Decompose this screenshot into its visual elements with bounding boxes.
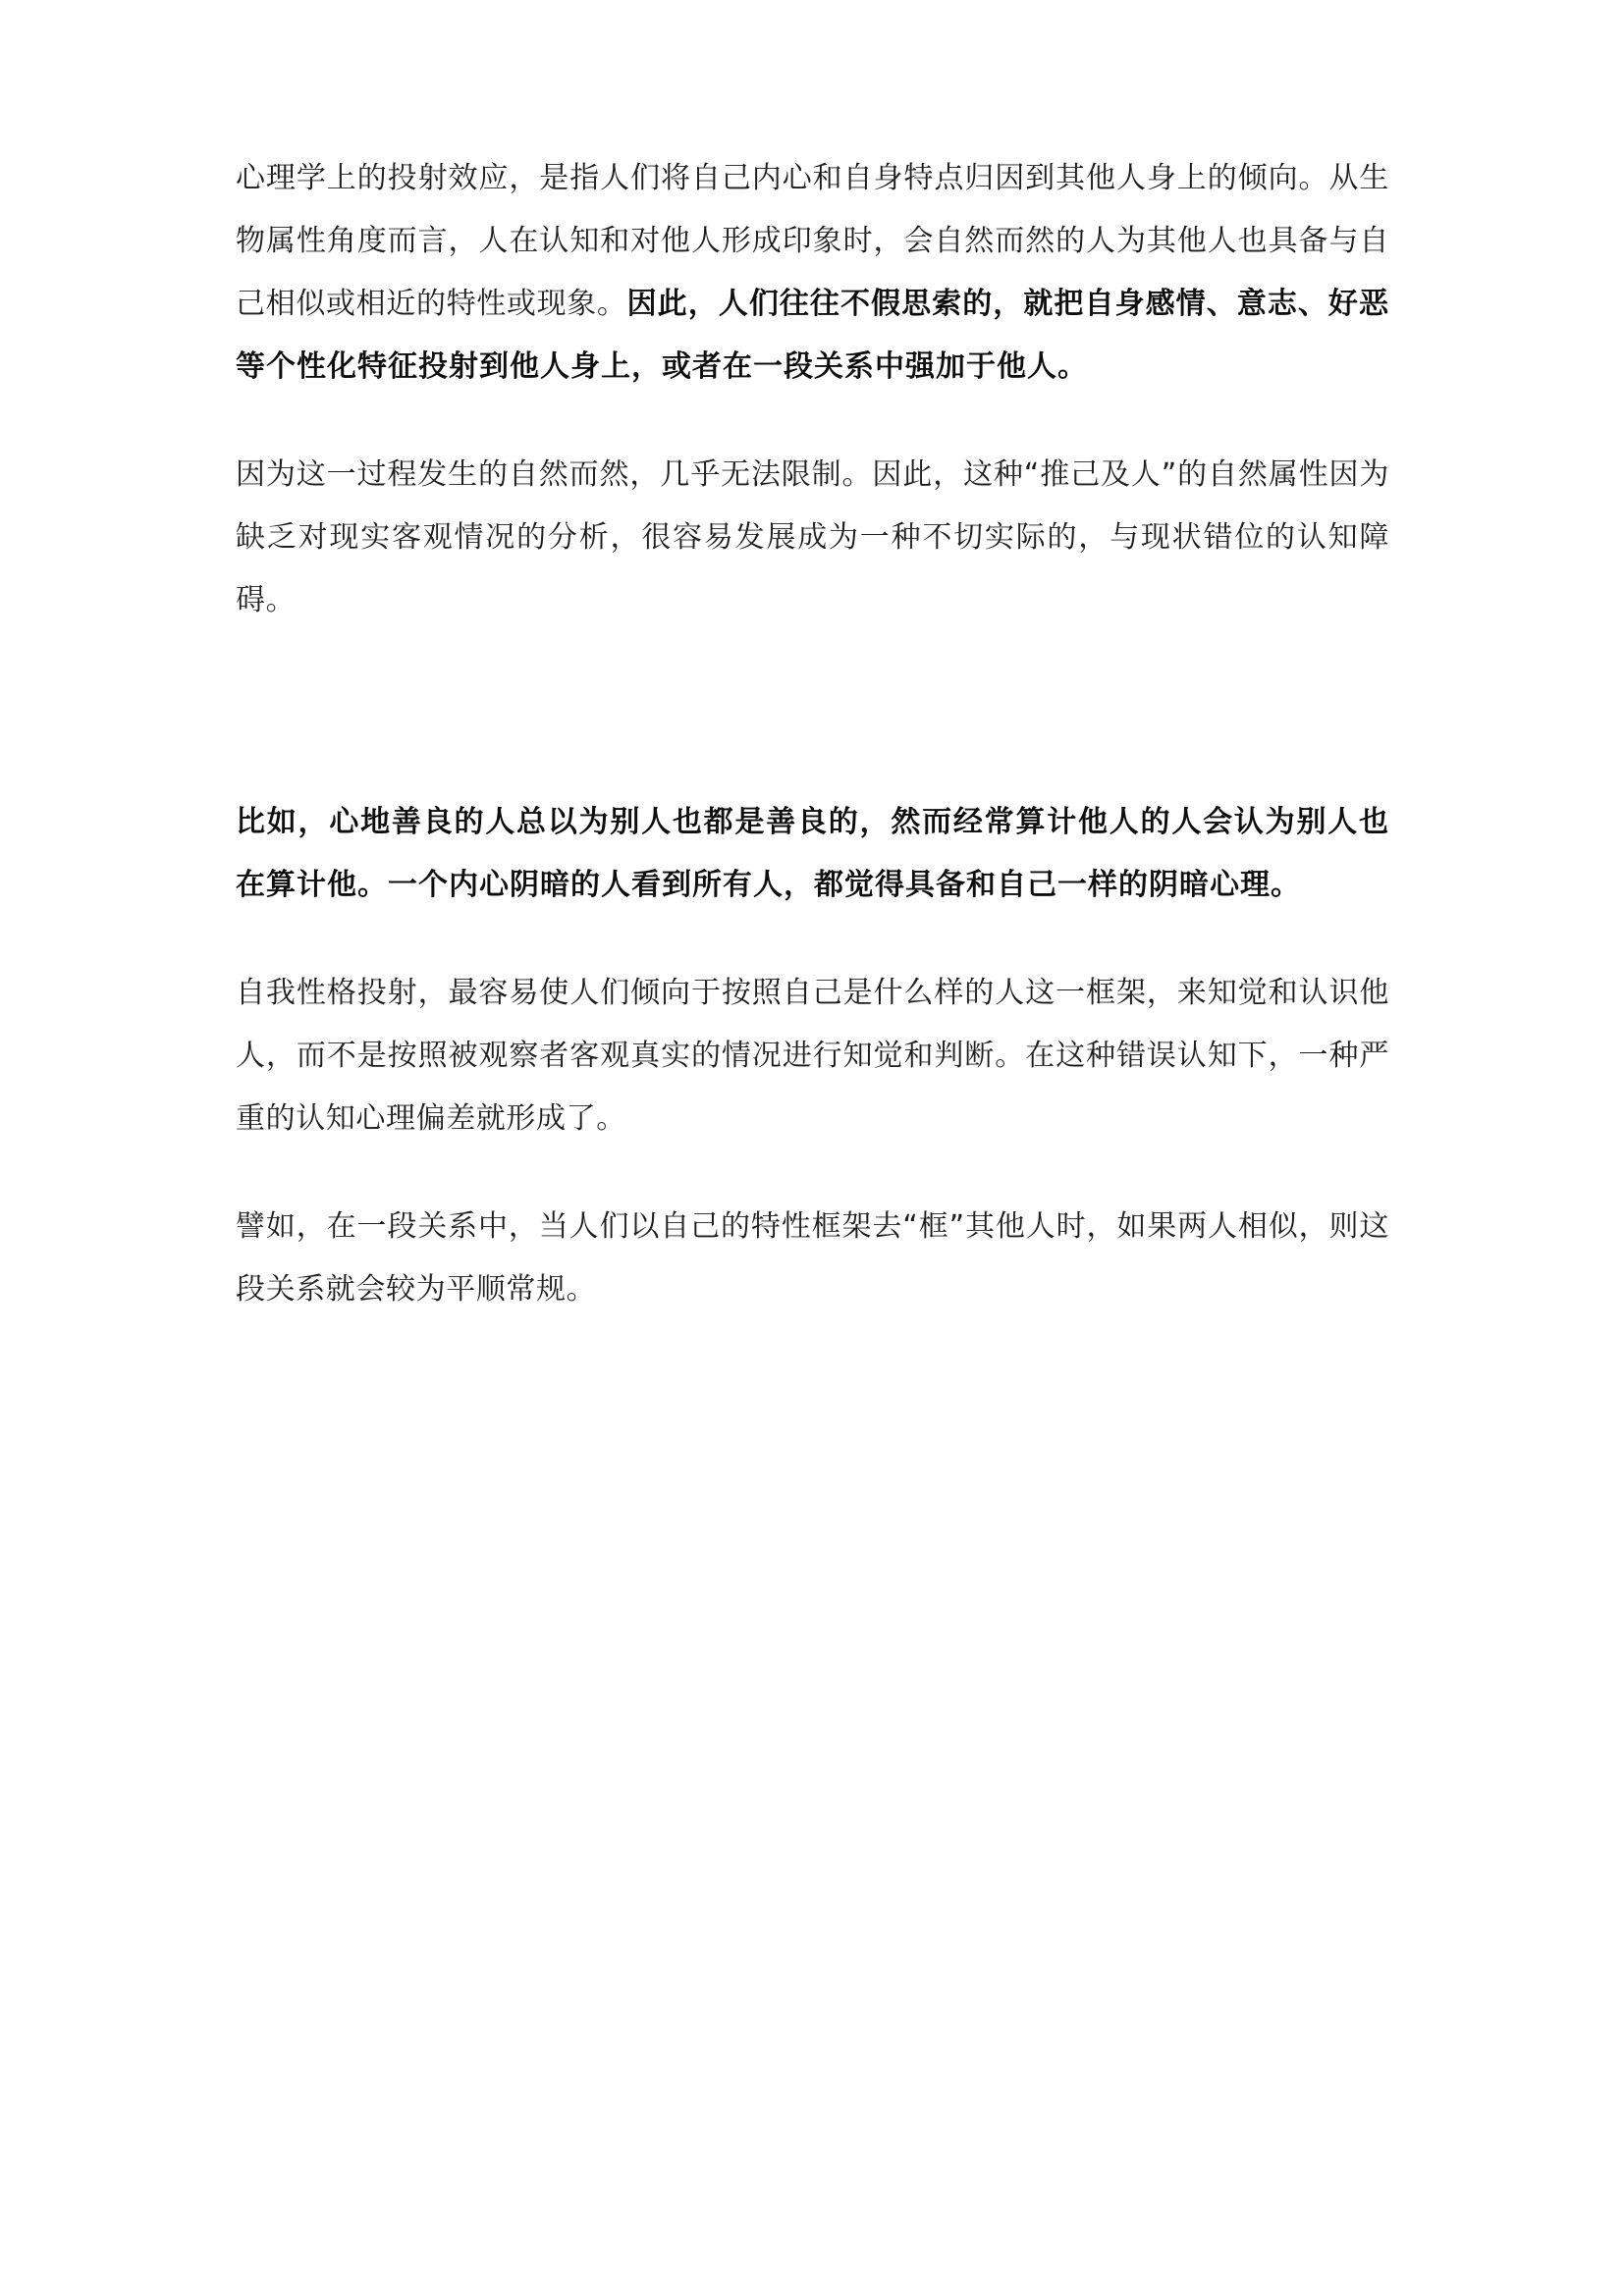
document-body	[236, 147, 1389, 1321]
section-spacer	[236, 677, 1389, 791]
paragraph-5: 譬如，在一段关系中，当人们以自己的特性框架去“框”其他人时，如果两人相似，则这段关系就会较为平顺常规。	[236, 1209, 1389, 1307]
paragraph-1-normal-text: 心理学上的投射效应，是指人们将自己内心和自身特点归因到其他人身上的倾向。从生物属性角度而言，人在认知和对他人形成印象时，会自然而然的人为其他人也具备与自己相似或相近的特性或现象。	[236, 161, 1389, 321]
paragraph-4: 自我性格投射，最容易使人们倾向于按照自己是什么样的人这一框架，来知觉和认识他人，而不是按照被观察者客观真实的情况进行知觉和判断。在这种错误认知下，一种严重的认知心理偏差就形成了。	[236, 976, 1389, 1136]
paragraph-2: 因为这一过程发生的自然而然，几乎无法限制。因此，这种“推己及人”的自然属性因为缺乏对现实客观情况的分析，很容易发展成为一种不切实际的，与现状错位的认知障碍。	[236, 457, 1389, 617]
paragraph-1-bold-text: 因此，人们往往不假思索的，就把自身感情、意志、好恶等个性化特征投射到他人身上，或者在一段关系中强加于他人。	[236, 287, 1389, 384]
paragraph-3: 比如，心地善良的人总以为别人也都是善良的，然而经常算计他人的人会认为别人也在算计他。一个内心阴暗的人看到所有人，都觉得具备和自己一样的阴暗心理。	[236, 805, 1389, 902]
paragraph-1	[236, 147, 1389, 399]
